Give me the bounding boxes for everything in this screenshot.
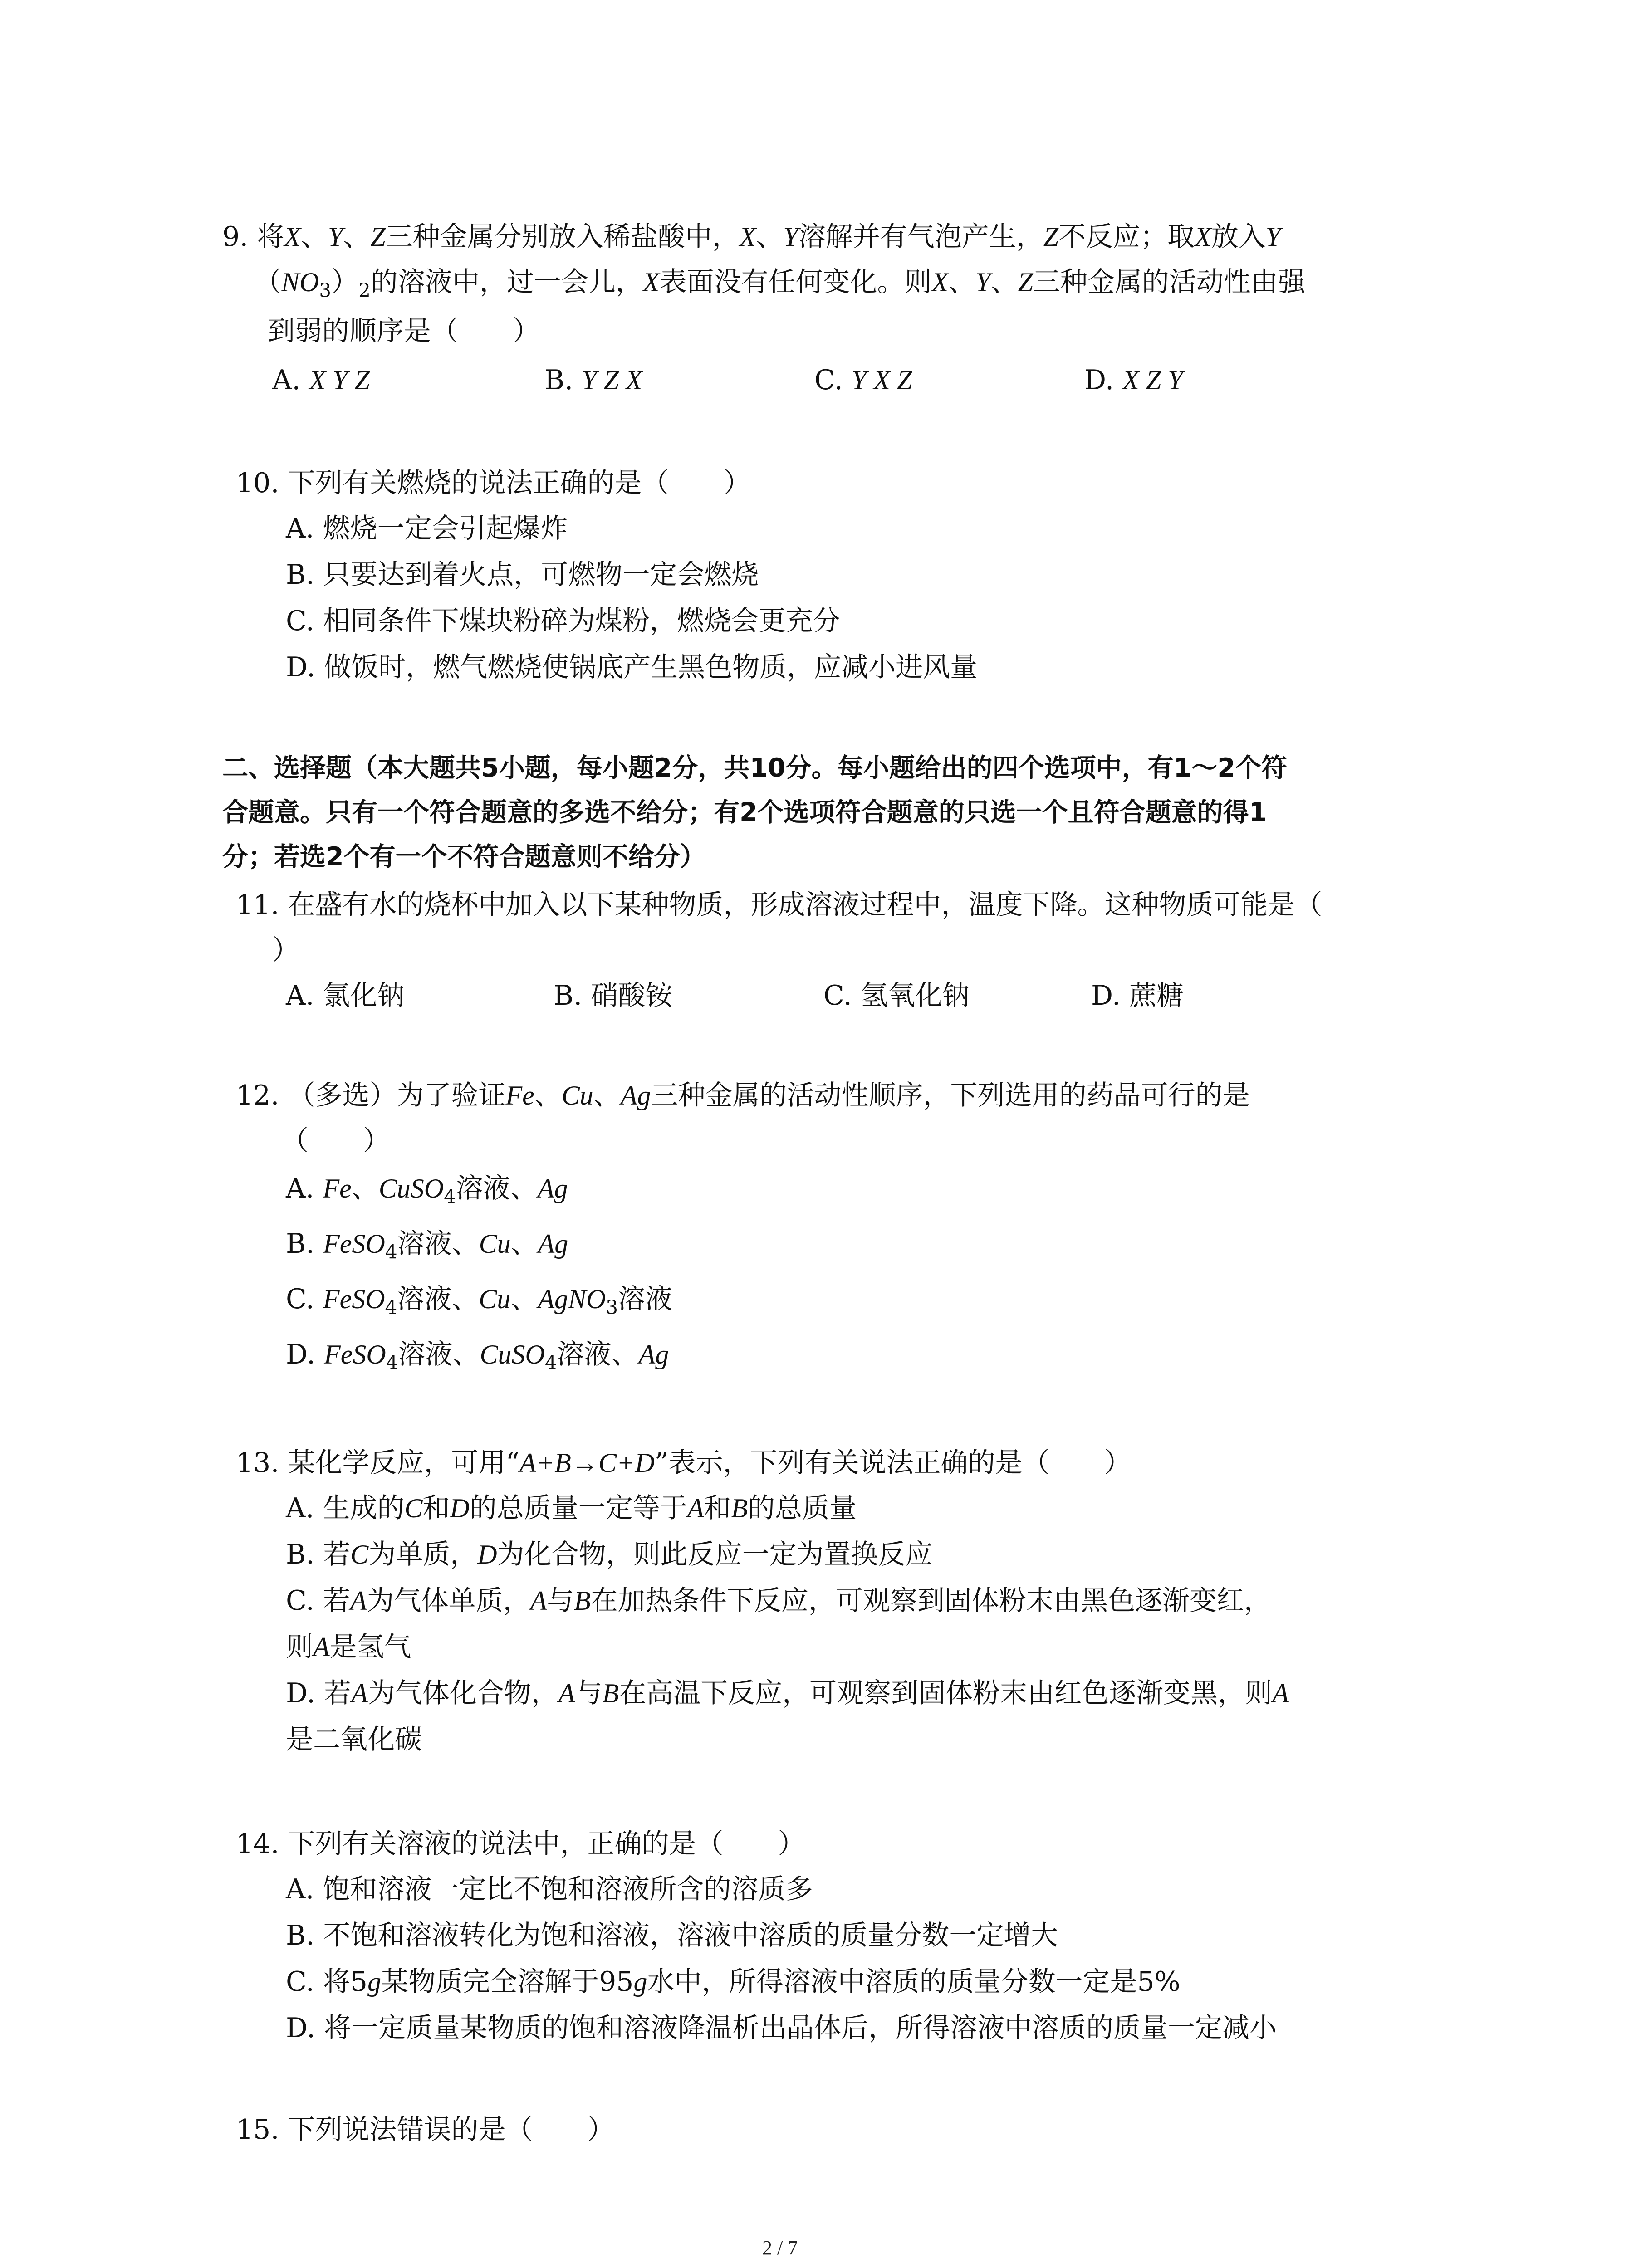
q11-stem: 11. 在盛有水的烧杯中加入以下某种物质，形成溶液过程中，温度下降。这种物质可能是（ <box>236 889 1323 921</box>
q13-option-c-line1: C. 若A为气体单质，A与B在加热条件下反应，可观察到固体粉末由黑色逐渐变红， <box>286 1585 1271 1617</box>
q14-option-c: C. 将5g某物质完全溶解于95g水中，所得溶液中溶质的质量分数一定是5% <box>286 1966 1181 1998</box>
q13-option-d-line2: 是二氧化碳 <box>286 1724 422 1755</box>
q14-option-a: A. 饱和溶液一定比不饱和溶液所含的溶质多 <box>286 1873 813 1905</box>
q14-option-d: D. 将一定质量某物质的饱和溶液降温析出晶体后，所得溶液中溶质的质量一定减小 <box>286 2012 1277 2044</box>
q9-options <box>272 364 1406 398</box>
q9-line1: 9. 将X、Y、Z三种金属分别放入稀盐酸中，X、Y溶解并有气泡产生，Z不反应；取X放入Y <box>222 221 1281 253</box>
q13-stem: 13. 某化学反应，可用“A+B→C+D”表示，下列有关说法正确的是（ ） <box>236 1447 1132 1479</box>
q9-option-d: D. X Z Y <box>1084 364 1183 396</box>
page-number: 2 / 7 <box>762 2237 798 2259</box>
q14-option-b: B. 不饱和溶液转化为饱和溶液，溶液中溶质的质量分数一定增大 <box>286 1920 1058 1951</box>
q9-number: 9. <box>222 221 249 253</box>
q9-line3: 到弱的顺序是（ ） <box>268 315 540 347</box>
q9-option-c: C. Y X Z <box>814 364 912 396</box>
q10-option-a: A. 燃烧一定会引起爆炸 <box>286 513 568 544</box>
q11-option-a: A. 氯化钠 <box>286 980 405 1012</box>
section2-heading-line2: 合题意。只有一个符合题意的多选不给分；有2个选项符合题意的只选一个且符合题意的得1 <box>222 797 1267 827</box>
q11-option-b: B. 硝酸铵 <box>554 980 673 1012</box>
q11-option-d: D. 蔗糖 <box>1091 980 1184 1012</box>
q13-option-b: B. 若C为单质，D为化合物，则此反应一定为置换反应 <box>286 1539 933 1570</box>
q12-option-a: A. Fe、CuSO$_4$溶液、Ag <box>286 1173 568 1208</box>
section2-heading-line1: 二、选择题（本大题共5小题，每小题2分，共10分。每小题给出的四个选项中，有1～2个符 <box>222 753 1287 783</box>
q9-option-b: B. Y Z X <box>544 364 642 396</box>
q12-option-b: B. FeSO$_4$溶液、Cu、Ag <box>286 1228 568 1263</box>
q12-stem-cont: （ ） <box>281 1125 390 1157</box>
q13-option-d-line1: D. 若A为气体化合物，A与B在高温下反应，可观察到固体粉末由红色逐渐变黑，则A <box>286 1677 1289 1709</box>
q10-option-b: B. 只要达到着火点，可燃物一定会燃烧 <box>286 559 759 591</box>
q9-option-a: A. X Y Z <box>272 364 370 396</box>
q10-option-d: D. 做饭时，燃气燃烧使锅底产生黑色物质，应减小进风量 <box>286 651 978 683</box>
q12-option-c: C. FeSO$_4$溶液、Cu、AgNO$_3$溶液 <box>286 1283 673 1319</box>
q11-option-c: C. 氢氧化钠 <box>823 980 970 1012</box>
q12-stem: 12. （多选）为了验证Fe、Cu、Ag三种金属的活动性顺序，下列选用的药品可行的是 <box>236 1080 1250 1111</box>
q10-option-c: C. 相同条件下煤块粉碎为煤粉，燃烧会更充分 <box>286 605 840 637</box>
q11-stem-cont: ） <box>272 934 299 966</box>
q15-stem: 15. 下列说法错误的是（ ） <box>236 2114 615 2146</box>
q13-option-c-line2: 则A是氢气 <box>286 1631 411 1663</box>
q12-option-d: D. FeSO$_4$溶液、CuSO$_4$溶液、Ag <box>286 1339 669 1374</box>
q11-options <box>286 982 1420 1014</box>
q10-stem: 10. 下列有关燃烧的说法正确的是（ ） <box>236 467 751 499</box>
q13-option-a: A. 生成的C和D的总质量一定等于A和B的总质量 <box>286 1492 857 1524</box>
q14-stem: 14. 下列有关溶液的说法中，正确的是（ ） <box>236 1828 805 1860</box>
section2-heading-line3: 分；若选2个有一个不符合题意则不给分） <box>222 842 706 872</box>
q9-line2: $(NO_3)_2$的溶液中，过一会儿，X表面没有任何变化。则X、Y、Z三种金属的活动性由强 <box>254 266 1305 302</box>
